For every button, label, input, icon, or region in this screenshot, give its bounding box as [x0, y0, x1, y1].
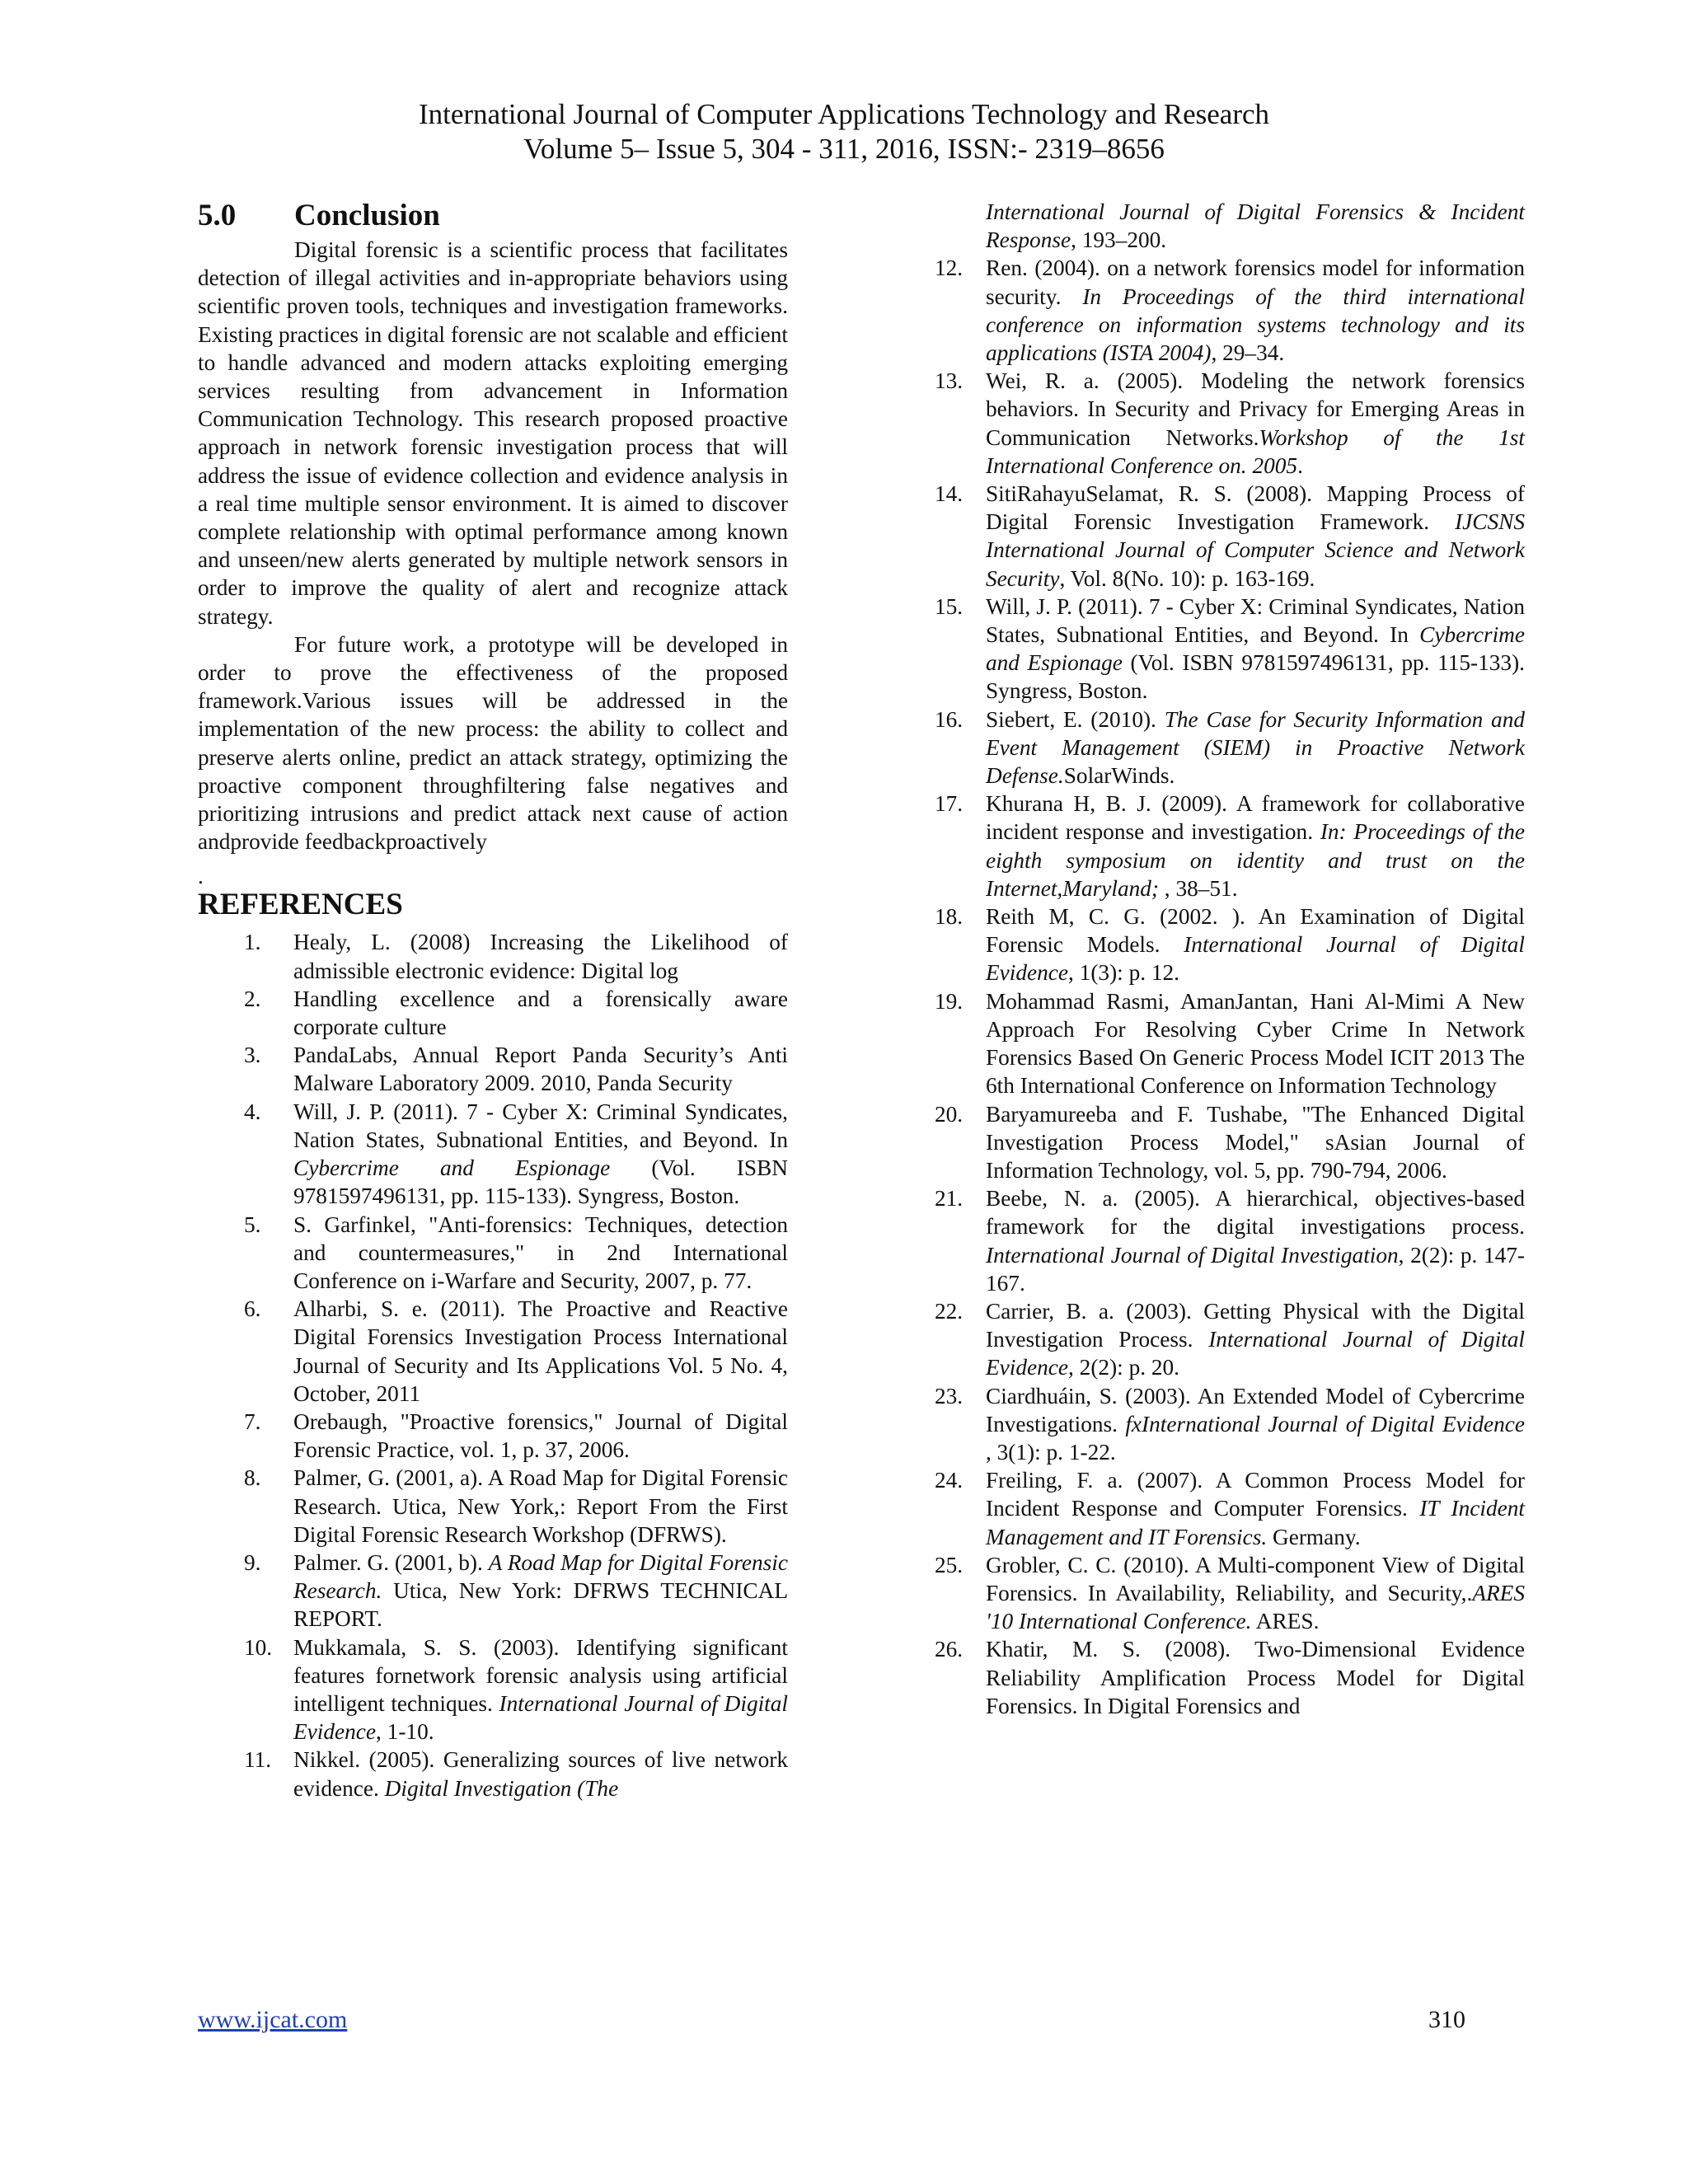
reference-tail-text: Utica, New York: DFRWS TECHNICAL REPORT.: [293, 1578, 788, 1632]
conclusion-paragraph-1: Digital forensic is a scientific process that facilitates detection of illegal activities and in-appropriate behaviors using scientific proven tools, techniques and investigation frameworks. Existing practices in digital forensic are not scalable and efficient to handle advanced and modern attacks exploiting emerging services resulting from advancement in Information Communication Technology. This research proposed proactive approach in network forensic investigation process that will address the issue of evidence collection and evidence analysis in a real time multiple sensor environment. It is aimed to discover complete relationship with optimal performance among known and unseen/new alerts generated by multiple network sensors in order to improve the quality of alert and recognize attack strategy.: [198, 237, 788, 629]
reference-text: Will, J. P. (2011). 7 - Cyber X: Criminal Syndicates, Nation States, Subnational Entities, and Beyond. In: [293, 1099, 788, 1152]
reference-text: Grobler, C. C. (2010). A Multi-component View of Digital Forensics. In Availability, Reliability, and Security,.: [986, 1552, 1525, 1605]
reference-tail-text: , 3(1): p. 1-22.: [986, 1439, 1116, 1465]
reference-italic-text: International Journal of Digital Investigation: [986, 1242, 1399, 1268]
reference-italic-text: Cybercrime and Espionage: [293, 1155, 611, 1181]
reference-number: 23.: [935, 1383, 964, 1408]
reference-text: Siebert, E. (2010).: [986, 706, 1165, 732]
reference-item: [935, 790, 1525, 902]
reference-item: [935, 705, 1525, 790]
reference-number: 10.: [244, 1634, 273, 1660]
reference-item: [935, 987, 1525, 1100]
reference-text: Healy, L. (2008) Increasing the Likelihood of admissible electronic evidence: Digital log: [293, 930, 788, 983]
reference-number: 15.: [935, 593, 964, 619]
reference-tail-text: (Vol. ISBN 9781597496131, pp. 115-133). Syngress, Boston.: [293, 1155, 788, 1209]
reference-number: 9.: [244, 1549, 261, 1575]
reference-tail-text: , 1-10.: [376, 1719, 434, 1745]
reference-item: [198, 1098, 788, 1211]
reference-item: [198, 928, 788, 984]
reference-text: Freiling, F. a. (2007). A Common Process Model for Incident Response and Computer Forensics.: [986, 1468, 1525, 1521]
reference-number: 20.: [935, 1101, 964, 1127]
references-list-left: [198, 928, 788, 1802]
reference-item: [935, 1466, 1525, 1551]
reference-item: [198, 1633, 788, 1746]
reference-item: [935, 593, 1525, 705]
journal-header: [0, 97, 1688, 166]
references-heading: REFERENCES: [198, 888, 403, 922]
reference-text: Orebaugh, "Proactive forensics," Journal of Digital Forensic Practice, vol. 1, p. 37, 2006.: [293, 1408, 788, 1463]
reference-text: Alharbi, S. e. (2011). The Proactive and Reactive Digital Forensics Investigation Process International Journal of Security and Its Applications Vol. 5 No. 4, October, 2011: [293, 1296, 788, 1406]
reference-text: Handling excellence and a forensically aware corporate culture: [293, 986, 788, 1040]
reference-item: [935, 1184, 1525, 1297]
reference-text: Baryamureeba and F. Tushabe, "The Enhanced Digital Investigation Process Model," sAsian Journal of Information Technology, vol. 5, pp. 790-794, 2006.: [986, 1101, 1525, 1183]
reference-number: 26.: [935, 1637, 964, 1662]
reference-item: [935, 254, 1525, 367]
reference-item: [935, 480, 1525, 593]
reference-italic-text: In: Proceedings of the eighth symposium on identity and trust on the Internet,Maryland;: [986, 819, 1525, 901]
reference-number: 3.: [244, 1043, 261, 1068]
reference-item: [935, 1382, 1525, 1467]
reference-tail-text: , 38–51.: [1158, 875, 1238, 901]
reference-italic-text: International Journal of Digital Evidence: [986, 932, 1525, 986]
reference-text: Ren. (2004). on a network forensics model for information security.: [986, 255, 1525, 309]
reference-italic-text: ARES '10 International Conference.: [986, 1580, 1525, 1634]
journal-title: International Journal of Computer Applications Technology and Research: [418, 98, 1270, 130]
reference-item: [935, 1297, 1525, 1382]
reference-number: 16.: [935, 706, 964, 732]
reference-item: [198, 1295, 788, 1408]
section-number: 5.0: [198, 199, 237, 232]
reference-item: [198, 1041, 788, 1097]
reference-text: Nikkel. (2005). Generalizing sources of live network evidence.: [293, 1747, 788, 1801]
reference-tail-text: , 2(2): p. 147-167.: [986, 1242, 1525, 1296]
reference-italic-text: Cybercrime and Espionage: [986, 622, 1525, 676]
reference-number: 1.: [244, 930, 261, 955]
reference-italic-text: Digital Investigation (The: [384, 1775, 619, 1801]
reference-number: 19.: [935, 988, 964, 1014]
reference-italic-text: A Road Map for Digital Forensic Research.: [293, 1549, 788, 1604]
reference-number: 14.: [935, 481, 964, 507]
reference-number: 2.: [244, 986, 261, 1011]
reference-text: S. Garfinkel, "Anti-forensics: Techniques, detection and countermeasures," in 2nd International Conference on i-Warfare and Security, 2007, p. 77.: [293, 1212, 788, 1293]
reference-number: 18.: [935, 904, 964, 930]
reference-tail-text: ARES.: [1251, 1609, 1320, 1634]
reference-text: Reith M, C. G. (2002. ). An Examination of Digital Forensic Models.: [986, 904, 1525, 958]
reference-tail-text: .: [1297, 452, 1303, 478]
reference-text: Ciardhuáin, S. (2003). An Extended Model of Cybercrime Investigations.: [986, 1383, 1525, 1436]
reference-italic-text: The Case for Security Information and Event Management (SIEM) in Proactive Network Defense.: [986, 706, 1525, 789]
section-title: Conclusion: [294, 199, 440, 232]
reference-number: 22.: [935, 1298, 964, 1324]
journal-volume: Volume 5– Issue 5, 304 - 311, 2016, ISSN:- 2319–8656: [523, 133, 1165, 165]
reference-number: 17.: [935, 791, 964, 817]
reference-number: 25.: [935, 1552, 964, 1577]
conclusion-heading: [198, 198, 788, 234]
reference-11-continuation: [935, 198, 1525, 254]
reference-italic-text: IT Incident Management and IT Forensics.: [986, 1496, 1525, 1549]
reference-number: 21.: [935, 1186, 964, 1212]
reference-item: [935, 902, 1525, 987]
reference-item: [198, 1408, 788, 1464]
reference-tail-text: , 29–34.: [1211, 340, 1285, 366]
reference-text: PandaLabs, Annual Report Panda Security’s Anti Malware Laboratory 2009. 2010, Panda Security: [293, 1043, 788, 1096]
reference-text: Wei, R. a. (2005). Modeling the network forensics behaviors. In Security and Privacy for Emerging Areas in Communication Networks.: [986, 368, 1525, 450]
right-column: [935, 198, 1525, 1720]
reference-item: [198, 1211, 788, 1296]
reference-text: Mukkamala, S. S. (2003). Identifying significant features fornetwork forensic analysis using artificial intelligent techniques.: [293, 1634, 788, 1716]
reference-italic-text: Workshop of the 1st International Conference on. 2005: [986, 424, 1525, 478]
reference-number: 12.: [935, 255, 964, 281]
reference-text: Beebe, N. a. (2005). A hierarchical, objectives-based framework for the digital investigations process.: [986, 1186, 1525, 1240]
reference-text: SitiRahayuSelamat, R. S. (2008). Mapping Process of Digital Forensic Investigation Framework.: [986, 481, 1525, 535]
reference-text: Mohammad Rasmi, AmanJantan, Hani Al-Mimi A New Approach For Resolving Cyber Crime In Network Forensics Based On Generic Process Model ICIT 2013 The 6th International Conference on Information Technology: [986, 988, 1525, 1099]
reference-number: 11.: [244, 1747, 272, 1773]
reference-text: Will, J. P. (2011). 7 - Cyber X: Criminal Syndicates, Nation States, Subnational Entities, and Beyond. In: [986, 593, 1525, 648]
reference-italic-text: fxInternational Journal of Digital Evidence: [1125, 1411, 1525, 1436]
reference-italic-text: International Journal of Digital Evidence: [986, 1327, 1525, 1380]
reference-item: [198, 1464, 788, 1549]
reference-tail-text: , 1(3): p. 12.: [1068, 960, 1179, 986]
reference-11-tail: , 193–200.: [1071, 227, 1167, 253]
reference-text: Palmer, G. (2001, a). A Road Map for Digital Forensic Research. Utica, New York,: Report From the First Digital Forensic Research Workshop (DFRWS).: [293, 1465, 788, 1547]
reference-item: [198, 1746, 788, 1802]
reference-number: 7.: [244, 1408, 261, 1434]
reference-11-italic-continuation: International Journal of Digital Forensics & Incident Response: [986, 199, 1525, 253]
references-list-right: [935, 254, 1525, 1720]
reference-number: 24.: [935, 1468, 964, 1493]
reference-item: [935, 1100, 1525, 1185]
reference-tail-text: , 2(2): p. 20.: [1068, 1355, 1179, 1380]
reference-number: 13.: [935, 368, 964, 394]
reference-item: [935, 1551, 1525, 1636]
reference-number: 5.: [244, 1212, 261, 1237]
reference-number: 8.: [244, 1465, 261, 1491]
footer-website-link[interactable]: www.ijcat.com: [198, 2006, 348, 2033]
reference-number: 4.: [244, 1099, 261, 1124]
reference-text: Palmer. G. (2001, b).: [293, 1549, 489, 1575]
stray-period: .: [198, 864, 204, 889]
reference-text: Khatir, M. S. (2008). Two-Dimensional Evidence Reliability Amplification Process Model for Digital Forensics. In Digital Forensics and: [986, 1637, 1525, 1718]
reference-text: Carrier, B. a. (2003). Getting Physical with the Digital Investigation Process.: [986, 1298, 1525, 1352]
reference-item: [935, 1635, 1525, 1720]
page-number: 310: [1428, 2006, 1465, 2033]
reference-italic-text: In Proceedings of the third international conference on information systems technology and its applications (ISTA 2004): [986, 284, 1525, 366]
left-column: [198, 198, 788, 1802]
reference-tail-text: Germany.: [1267, 1524, 1361, 1549]
reference-tail-text: (Vol. ISBN 9781597496131, pp. 115-133). Syngress, Boston.: [986, 650, 1525, 704]
reference-item: [198, 985, 788, 1041]
reference-tail-text: , Vol. 8(No. 10): p. 163-169.: [1059, 565, 1315, 591]
reference-number: 6.: [244, 1296, 261, 1322]
reference-tail-text: SolarWinds.: [1063, 763, 1175, 789]
conclusion-paragraph-2: For future work, a prototype will be developed in order to prove the effectiveness of the proposed framework.Various issues will be addressed in the implementation of the new process: the ability to collect and preserve alerts online, predict an attack strategy, optimizing the proactive component throughfiltering false negatives and prioritizing intrusions and predict attack next cause of action andprovide feedbackproactively: [198, 631, 788, 855]
reference-text: Khurana H, B. J. (2009). A framework for collaborative incident response and investigation.: [986, 791, 1525, 845]
reference-italic-text: International Journal of Digital Evidence: [293, 1690, 789, 1745]
reference-item: [935, 367, 1525, 480]
reference-italic-text: IJCSNS International Journal of Computer Science and Network Security: [986, 509, 1525, 591]
reference-item: [198, 1549, 788, 1633]
